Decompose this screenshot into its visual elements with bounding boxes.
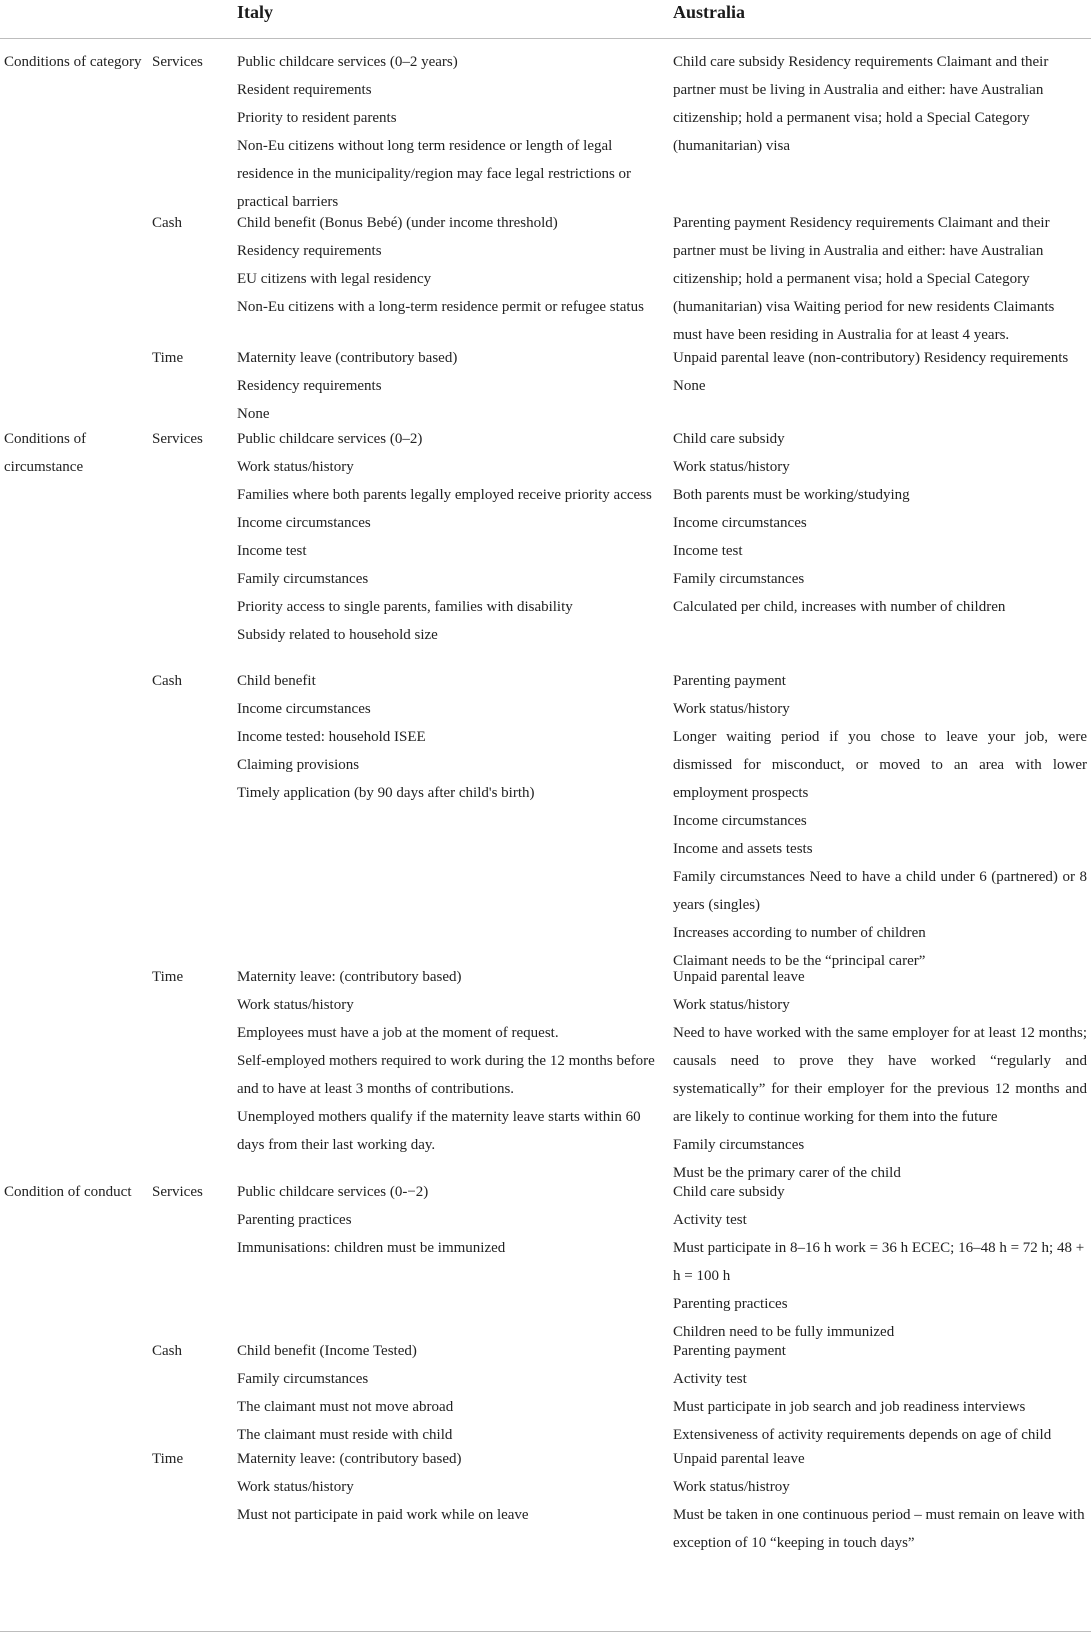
australia-cell [673,425,1087,621]
italy-line: Timely application (by 90 days after child's birth) [237,785,535,801]
type-label: Services [152,431,203,447]
italy-line: Claiming provisions [237,757,360,773]
type-label: Services [152,1184,203,1200]
australia-line: Activity test [673,1371,747,1387]
italy-line: Must not participate in paid work while on leave [237,1507,529,1523]
australia-line: Claimant needs to be the “principal carer” [673,953,926,969]
australia-line: Extensiveness of activity requirements depends on age of child [673,1427,1052,1443]
header-australia: Australia [673,2,745,22]
italy-line: Income tested: household ISEE [237,729,426,745]
italy-line: Resident requirements [237,82,372,98]
italy-line: Subsidy related to household size [237,627,438,643]
australia-line: Child care subsidy Residency requirements Claimant and their partner must be living in Australia and either: have Australian citizenship; hold a permanent visa; hold a Special Category (humanitarian) visa [673,54,1049,154]
italy-cell [237,667,655,807]
italy-line: Work status/history [237,1479,354,1495]
italy-line: Unemployed mothers qualify if the maternity leave starts within 60 days from their last working day. [237,1109,641,1153]
australia-line: Family circumstances [673,571,805,587]
italy-line: Parenting practices [237,1212,352,1228]
italy-cell [237,425,655,649]
australia-line: Unpaid parental leave [673,1451,805,1467]
australia-cell [673,344,1087,400]
australia-cell [673,1337,1087,1449]
top-rule [0,38,1091,39]
condition-label: Conditions of category [4,54,142,70]
italy-line: Public childcare services (0–2 years) [237,54,458,70]
italy-cell [237,1178,655,1262]
italy-line: Non-Eu citizens with a long-term residence permit or refugee status [237,299,644,315]
table-header [0,0,1091,42]
type-label: Cash [152,1343,182,1359]
italy-line: Families where both parents legally employed receive priority access [237,487,652,503]
australia-line: Parenting payment Residency requirements Claimant and their partner must be living in Australia and either: have Australian citizenship; hold a permanent visa; hold a Special Category (humanitarian) visa Waiting period for new residents Claimants must have been residing in Australia for at least 4 years. [673,215,1055,343]
type-label: Time [152,350,184,366]
italy-line: Residency requirements [237,378,382,394]
italy-line: Maternity leave: (contributory based) [237,969,462,985]
australia-line: Family circumstances [673,1137,805,1153]
italy-line: Immunisations: children must be immunized [237,1240,506,1256]
italy-line: Income circumstances [237,515,371,531]
australia-cell [673,1445,1087,1557]
italy-line: Work status/history [237,459,354,475]
condition-label: Condition of conduct [4,1184,132,1200]
italy-line: Work status/history [237,997,354,1013]
condition-label: Conditions of circumstance [4,431,87,475]
italy-cell [237,209,655,321]
italy-cell [237,1445,655,1529]
australia-line: Both parents must be working/studying [673,487,910,503]
italy-line: Maternity leave: (contributory based) [237,1451,462,1467]
australia-cell [673,667,1087,975]
type-label: Services [152,54,203,70]
italy-line: Maternity leave (contributory based) [237,350,458,366]
type-label: Time [152,1451,184,1467]
italy-line: Employees must have a job at the moment of request. [237,1025,559,1041]
australia-cell [673,48,1087,160]
australia-line: Unpaid parental leave [673,969,805,985]
italy-line: Residency requirements [237,243,382,259]
italy-cell [237,48,655,216]
australia-line: Income circumstances [673,515,807,531]
type-label: Time [152,969,184,985]
type-label: Cash [152,673,182,689]
italy-line: EU citizens with legal residency [237,271,432,287]
australia-line: Must be the primary carer of the child [673,1165,901,1181]
italy-line: Priority access to single parents, families with disability [237,599,573,615]
australia-line: Activity test [673,1212,747,1228]
australia-line: Need to have worked with the same employer for at least 12 months; causals need to prove they have worked “regularly and systematically” for their employer for the previous 12 months and are likely to continue working for them into the future [673,1025,1087,1125]
italy-line: Self-employed mothers required to work during the 12 months before and to have at least 3 months of contributions. [237,1053,655,1097]
australia-line: Work status/history [673,701,790,717]
australia-line: Income circumstances [673,813,807,829]
australia-line: Unpaid parental leave (non-contributory) Residency requirements None [673,350,1069,394]
australia-line: Work status/histroy [673,1479,790,1495]
italy-line: Income test [237,543,307,559]
australia-line: Children need to be fully immunized [673,1324,895,1340]
italy-line: Priority to resident parents [237,110,397,126]
header-italy: Italy [237,2,273,22]
italy-cell [237,963,655,1159]
australia-line: Parenting practices [673,1296,788,1312]
australia-line: Income and assets tests [673,841,813,857]
australia-line: Increases according to number of children [673,925,926,941]
australia-line: Income test [673,543,743,559]
australia-cell [673,1178,1087,1346]
italy-line: Family circumstances [237,1371,369,1387]
bottom-rule [0,1631,1091,1632]
italy-line: Non-Eu citizens without long term residence or length of legal residence in the municipality/region may face legal restrictions or practical barriers [237,138,632,210]
australia-line: Longer waiting period if you chose to leave your job, were dismissed for misconduct, or moved to an area with lower employment prospects [673,729,1087,801]
australia-line: Must participate in 8–16 h work = 36 h ECEC; 16–48 h = 72 h; 48 + h = 100 h [673,1240,1085,1284]
australia-line: Child care subsidy [673,431,785,447]
australia-line: Work status/history [673,997,790,1013]
italy-cell [237,1337,655,1449]
italy-cell [237,344,655,428]
australia-line: Parenting payment [673,673,786,689]
australia-line: Family circumstances Need to have a child under 6 (partnered) or 8 years (singles) [673,869,1087,913]
australia-cell [673,209,1087,349]
australia-line: Work status/history [673,459,790,475]
australia-line: Calculated per child, increases with number of children [673,599,1006,615]
italy-line: Child benefit [237,673,316,689]
italy-line: Child benefit (Bonus Bebé) (under income threshold) [237,215,558,231]
australia-line: Must participate in job search and job readiness interviews [673,1399,1026,1415]
type-label: Cash [152,215,182,231]
italy-line: The claimant must reside with child [237,1427,453,1443]
italy-line: The claimant must not move abroad [237,1399,454,1415]
italy-line: None [237,406,270,422]
italy-line: Family circumstances [237,571,369,587]
italy-line: Public childcare services (0–2) [237,431,423,447]
australia-line: Must be taken in one continuous period – must remain on leave with exception of 10 “keeping in touch days” [673,1507,1085,1551]
italy-line: Income circumstances [237,701,371,717]
australia-line: Parenting payment [673,1343,786,1359]
australia-cell [673,963,1087,1187]
italy-line: Child benefit (Income Tested) [237,1343,417,1359]
italy-line: Public childcare services (0-−2) [237,1184,429,1200]
australia-line: Child care subsidy [673,1184,785,1200]
